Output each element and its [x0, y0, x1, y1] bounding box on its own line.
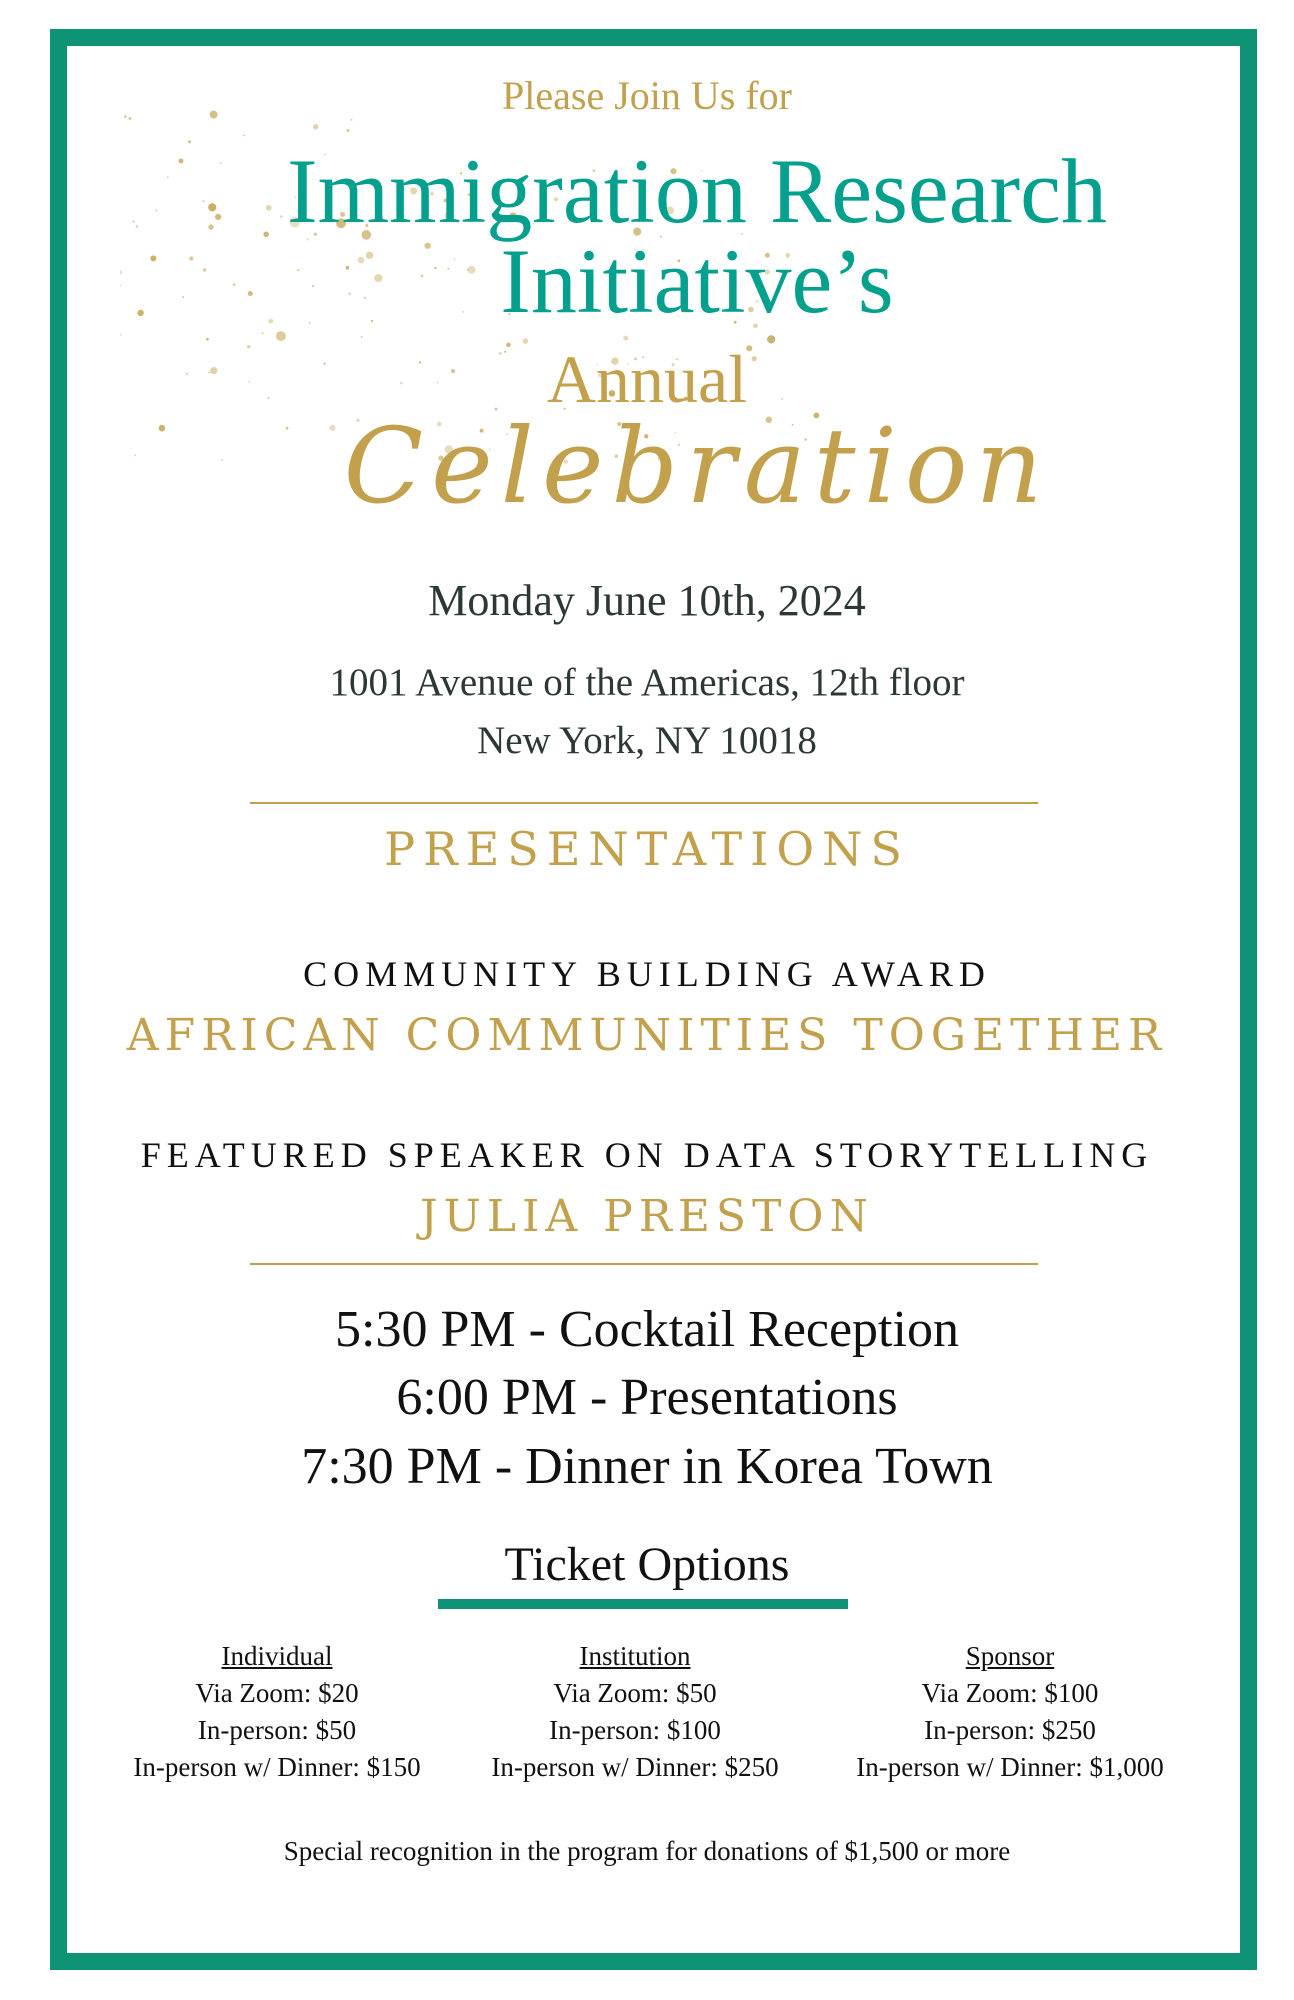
tier-price-zoom: Via Zoom: $20: [195, 1678, 359, 1708]
event-date: Monday June 10th, 2024: [428, 576, 866, 625]
award-recipient: AFRICAN COMMUNITIES TOGETHER: [126, 1010, 1168, 1061]
address-line2: New York, NY 10018: [477, 719, 817, 762]
presentations-heading: PRESENTATIONS: [384, 822, 910, 876]
org-name-line1: Immigration Research: [286, 140, 1108, 242]
tier-price-dinner: In-person w/ Dinner: $150: [133, 1752, 421, 1782]
tier-price-dinner: In-person w/ Dinner: $250: [491, 1752, 779, 1782]
annual-text: Annual: [546, 341, 748, 417]
ticket-tier-sponsor: [830, 1638, 1190, 1786]
tier-name: Individual: [221, 1641, 333, 1671]
sparkle-dot: [350, 119, 352, 121]
tier-price-zoom: Via Zoom: $100: [921, 1678, 1099, 1708]
sparkle-dot: [361, 336, 363, 338]
invite-line: Please Join Us for: [502, 73, 792, 118]
tier-name: Institution: [579, 1641, 691, 1671]
divider: [250, 802, 1038, 804]
tier-name: Sponsor: [965, 1641, 1055, 1671]
sparkle-dot: [313, 124, 318, 129]
tier-price-in-person: In-person: $50: [197, 1715, 357, 1745]
tickets-heading: Ticket Options: [504, 1538, 790, 1591]
award-title: COMMUNITY BUILDING AWARD: [303, 954, 991, 994]
tickets-underline-bar: [438, 1599, 848, 1609]
tier-price-dinner: In-person w/ Dinner: $1,000: [856, 1752, 1164, 1782]
ticket-tier-individual: [97, 1638, 457, 1786]
tier-price-zoom: Via Zoom: $50: [553, 1678, 717, 1708]
tier-price-in-person: In-person: $250: [924, 1715, 1096, 1745]
schedule-item: 5:30 PM - Cocktail Reception: [335, 1301, 959, 1358]
speaker-title: FEATURED SPEAKER ON DATA STORYTELLING: [140, 1135, 1154, 1175]
schedule-item: 7:30 PM - Dinner in Korea Town: [301, 1438, 993, 1495]
speaker-name: JULIA PRESTON: [420, 1191, 874, 1242]
sparkle-dot: [243, 134, 245, 136]
sparkle-dot: [347, 129, 350, 132]
celebration-script: Celebration: [343, 405, 1051, 527]
org-name-line2: Initiative’s: [500, 230, 894, 332]
ticket-tier-institution: [455, 1638, 815, 1786]
address-line1: 1001 Avenue of the Americas, 12th floor: [329, 661, 965, 704]
footer-note: Special recognition in the program for donations of $1,500 or more: [283, 1836, 1011, 1866]
tier-price-in-person: In-person: $100: [549, 1715, 721, 1745]
divider: [250, 1263, 1038, 1265]
schedule-item: 6:00 PM - Presentations: [396, 1369, 898, 1426]
